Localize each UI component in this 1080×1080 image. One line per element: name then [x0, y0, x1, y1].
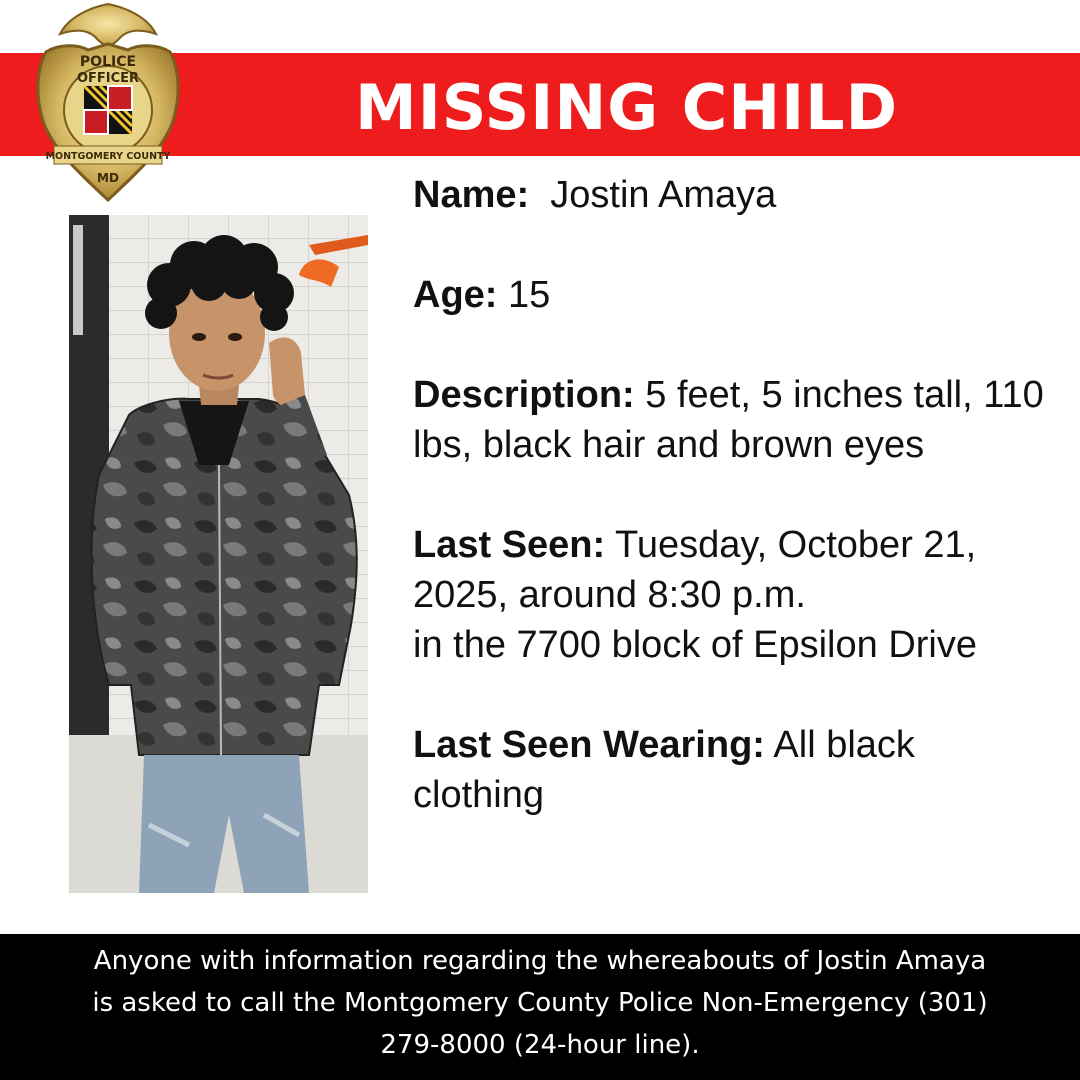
age-value: 15 — [508, 274, 551, 316]
missing-child-photo — [69, 215, 368, 893]
contact-line-2: is asked to call the Montgomery County Police Non-Emergency (301) — [92, 988, 988, 1018]
wearing-value: All black clothing — [413, 724, 915, 816]
contact-message — [40, 940, 1040, 1066]
svg-text:MONTGOMERY COUNTY: MONTGOMERY COUNTY — [45, 151, 171, 162]
svg-text:OFFICER: OFFICER — [76, 71, 140, 86]
wearing-row — [413, 720, 1053, 820]
svg-text:MD: MD — [97, 171, 119, 185]
last-seen-label: Last Seen: — [413, 524, 606, 566]
name-row — [413, 170, 1053, 220]
description-value: 5 feet, 5 inches tall, 110 lbs, black hair and brown eyes — [413, 374, 1044, 466]
description-row — [413, 370, 1053, 470]
contact-line-1: Anyone with information regarding the whereabouts of Jostin Amaya — [93, 946, 987, 976]
last-seen-location: in the 7700 block of Epsilon Drive — [413, 624, 977, 666]
name-label: Name: — [413, 174, 530, 216]
child-details — [413, 170, 1053, 820]
wearing-label: Last Seen Wearing: — [413, 724, 765, 766]
age-label: Age: — [413, 274, 498, 316]
svg-text:POLICE: POLICE — [79, 54, 137, 70]
eagle-icon — [60, 4, 156, 48]
last-seen-row — [413, 520, 1053, 670]
age-row — [413, 270, 1053, 320]
banner-title: MISSING CHILD — [355, 71, 899, 144]
name-value: Jostin Amaya — [550, 174, 777, 216]
description-label: Description: — [413, 374, 635, 416]
police-badge — [28, 0, 188, 210]
last-seen-date: Tuesday, October 21, 2025, around 8:30 p.m. — [413, 524, 977, 616]
maryland-flag-icon — [84, 86, 132, 134]
contact-line-3: 279-8000 (24-hour line). — [380, 1030, 700, 1060]
